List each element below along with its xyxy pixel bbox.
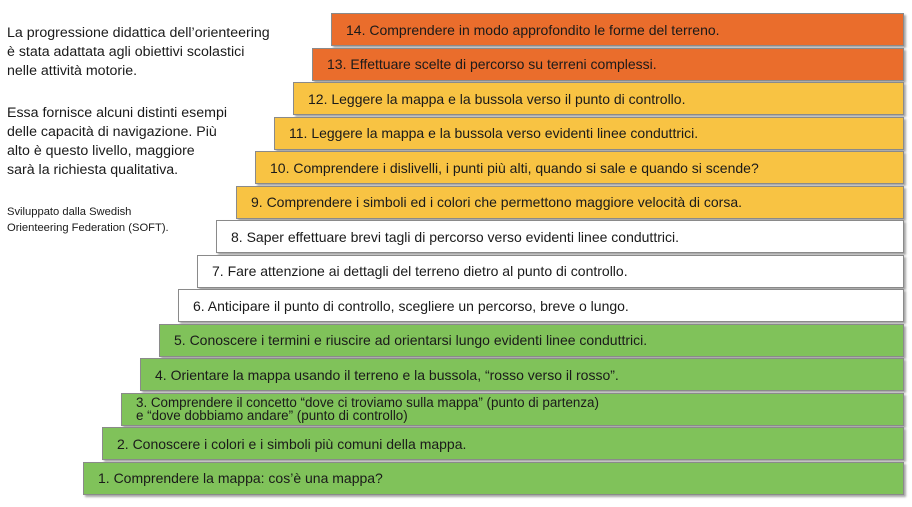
step-label: 2. Conoscere i colori e i simboli più comuni della mappa. xyxy=(117,435,467,452)
step-10 xyxy=(255,151,904,184)
step-label: 10. Comprendere i dislivelli, i punti più alti, quando si sale e quando si scende? xyxy=(270,159,759,176)
intro-paragraph-2: Essa fornisce alcuni distinti esempi delle capacità di navigazione. Più alto è questo livello, maggiore sarà la richiesta qualitativa. xyxy=(7,105,228,178)
step-11 xyxy=(274,117,904,150)
step-3 xyxy=(121,393,904,426)
step-1 xyxy=(83,462,904,495)
credit-note: Sviluppato dalla Swedish Orienteering Federation (SOFT). xyxy=(7,206,169,234)
intro-paragraph-1: La progressione didattica dell’orienteering è stata adattata agli obiettivi scolastici nelle attività motorie. xyxy=(7,25,270,79)
step-4 xyxy=(140,358,904,391)
step-9 xyxy=(236,186,904,219)
step-label: 14. Comprendere in modo approfondito le forme del terreno. xyxy=(346,21,720,38)
step-label: 3. Comprendere il concetto “dove ci troviamo sulla mappa” (punto di partenza) e “dove dobbiamo andare” (punto di controllo) xyxy=(136,395,599,423)
step-label: 4. Orientare la mappa usando il terreno e la bussola, “rosso verso il rosso”. xyxy=(155,366,619,383)
step-label: 13. Effettuare scelte di percorso su terreni complessi. xyxy=(327,56,657,72)
step-label: 1. Comprendere la mappa: cos’è una mappa? xyxy=(98,470,383,486)
step-label: 7. Fare attenzione ai dettagli del terreno dietro al punto di controllo. xyxy=(212,263,628,279)
step-7 xyxy=(197,255,904,288)
step-13 xyxy=(312,48,904,81)
step-label: 6. Anticipare il punto di controllo, scegliere un percorso, breve o lungo. xyxy=(193,297,629,314)
step-6 xyxy=(178,289,904,322)
step-label: 12. Leggere la mappa e la bussola verso il punto di controllo. xyxy=(308,90,686,107)
step-label: 11. Leggere la mappa e la bussola verso evidenti linee conduttrici. xyxy=(289,125,699,141)
step-12 xyxy=(293,82,904,115)
step-label: 9. Comprendere i simboli ed i colori che permettono maggiore velocità di corsa. xyxy=(251,194,743,210)
step-8 xyxy=(216,220,904,253)
step-label: 8. Saper effettuare brevi tagli di percorso verso evidenti linee conduttrici. xyxy=(231,228,679,245)
step-5 xyxy=(159,324,904,357)
step-2 xyxy=(102,427,904,460)
step-14 xyxy=(331,13,904,46)
step-label: 5. Conoscere i termini e riuscire ad orientarsi lungo evidenti linee conduttrici. xyxy=(174,332,648,348)
